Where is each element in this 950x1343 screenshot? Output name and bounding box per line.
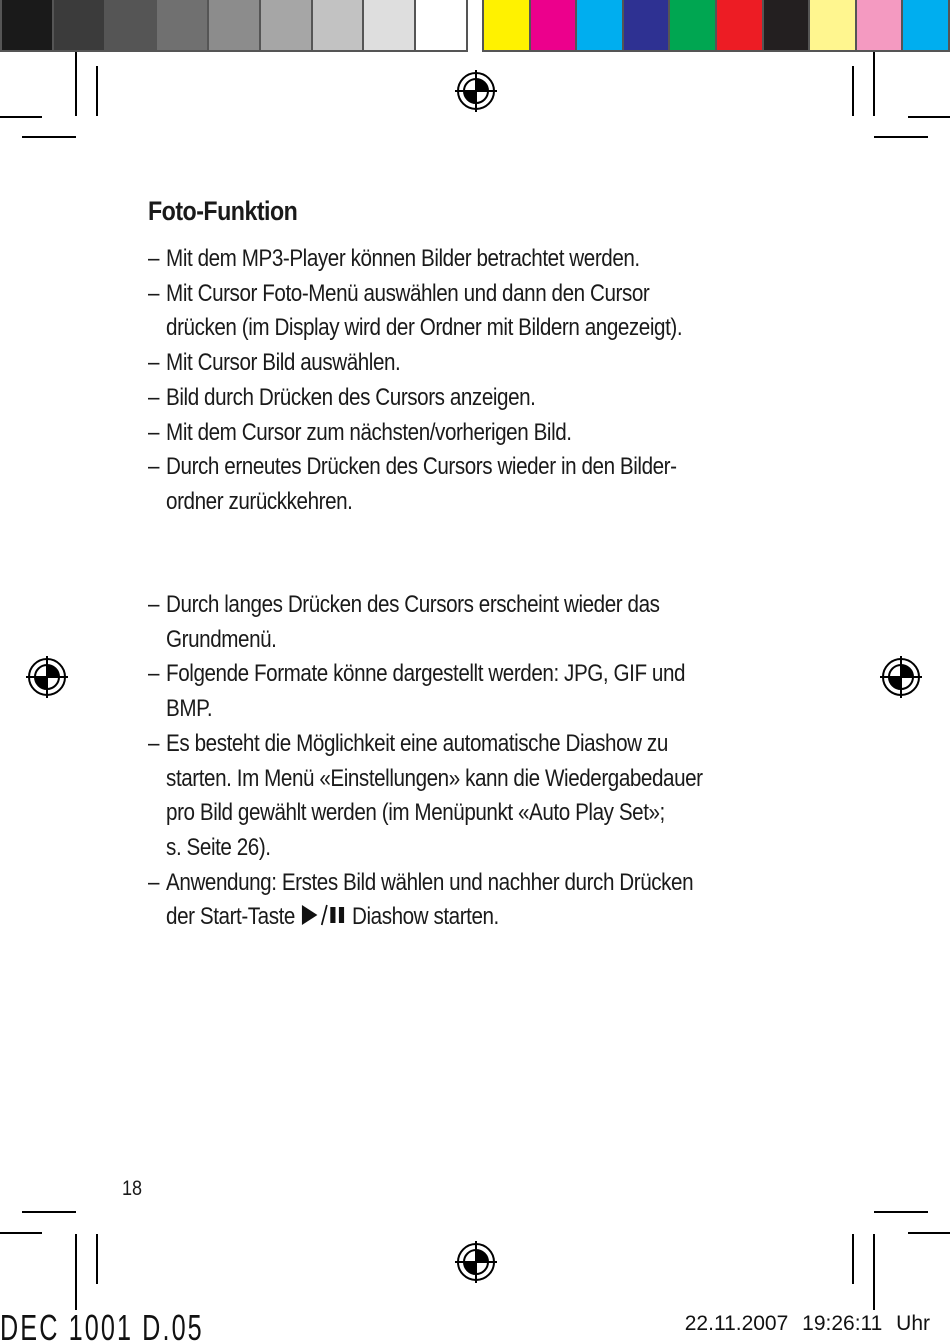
crop-mark bbox=[0, 1232, 42, 1234]
crop-mark bbox=[22, 136, 76, 138]
list-item bbox=[148, 866, 802, 935]
list-item bbox=[148, 657, 802, 726]
gray-swatch bbox=[209, 0, 261, 50]
gray-swatch bbox=[313, 0, 365, 50]
crop-mark bbox=[852, 1234, 854, 1284]
gray-swatch bbox=[54, 0, 106, 50]
print-date: 22.11.2007 bbox=[684, 1312, 789, 1335]
list-item-text: Anwendung: Erstes Bild wählen und nachher durch Drücken bbox=[166, 868, 694, 896]
list-item-text bbox=[166, 900, 802, 935]
crop-mark bbox=[873, 52, 875, 116]
list-item-text: pro Bild gewählt werden (im Menüpunkt «Auto Play Set»; bbox=[166, 799, 665, 827]
color-swatch bbox=[903, 0, 948, 50]
dash-bullet: – bbox=[148, 418, 160, 446]
list-item bbox=[148, 416, 802, 451]
dash-bullet: – bbox=[148, 660, 160, 688]
list-item-text: Mit dem Cursor zum nächsten/vorherigen Bild. bbox=[166, 418, 572, 446]
color-swatch bbox=[624, 0, 671, 50]
gray-swatch bbox=[364, 0, 416, 50]
list-item-text: Grundmenü. bbox=[166, 625, 277, 653]
crop-mark bbox=[874, 136, 928, 138]
crop-mark bbox=[873, 1234, 875, 1310]
gray-swatch bbox=[416, 0, 466, 50]
list-item-text: ordner zurückkehren. bbox=[166, 487, 353, 515]
color-swatch bbox=[577, 0, 624, 50]
dash-bullet: – bbox=[148, 279, 160, 307]
list-item-text: starten. Im Menü «Einstellungen» kann die Wiedergabedauer bbox=[166, 764, 703, 792]
list-item-text: s. Seite 26). bbox=[166, 833, 271, 861]
color-swatch bbox=[531, 0, 578, 50]
crop-mark bbox=[22, 1211, 76, 1213]
page-number: 18 bbox=[122, 1177, 143, 1200]
color-swatch bbox=[484, 0, 531, 50]
list-item-text: BMP. bbox=[166, 695, 213, 723]
crop-mark bbox=[75, 1234, 77, 1310]
color-swatch bbox=[810, 0, 857, 50]
grayscale-color-bar bbox=[0, 0, 468, 52]
print-time: 19:26:11 Uhr bbox=[802, 1312, 930, 1335]
crop-mark bbox=[96, 1234, 98, 1284]
play-pause-icon bbox=[300, 904, 346, 926]
gray-swatch bbox=[261, 0, 313, 50]
list-item bbox=[148, 381, 802, 416]
gray-swatch bbox=[157, 0, 209, 50]
instruction-list bbox=[148, 242, 908, 520]
list-item bbox=[148, 450, 802, 519]
section-title: Foto-Funktion bbox=[148, 196, 298, 226]
crop-mark bbox=[96, 66, 98, 116]
list-item-text-part: der Start-Taste bbox=[166, 903, 301, 931]
dash-bullet: – bbox=[148, 591, 160, 618]
color-swatch bbox=[717, 0, 764, 50]
list-item-text: drücken (im Display wird der Ordner mit Bildern angezeigt). bbox=[166, 314, 683, 342]
list-item-text: Mit Cursor Bild auswählen. bbox=[166, 349, 401, 377]
crop-mark bbox=[908, 1232, 950, 1234]
print-timestamp bbox=[685, 1312, 930, 1336]
crop-mark bbox=[852, 66, 854, 116]
list-item-text: Folgende Formate könne dargestellt werden: JPG, GIF und bbox=[166, 660, 686, 688]
list-item bbox=[148, 727, 802, 866]
registration-mark-icon bbox=[455, 70, 497, 112]
dash-bullet: – bbox=[148, 245, 160, 272]
color-swatch bbox=[857, 0, 904, 50]
crop-mark bbox=[908, 116, 950, 118]
gray-swatch bbox=[106, 0, 158, 50]
registration-mark-icon bbox=[455, 1241, 497, 1283]
crop-mark bbox=[75, 52, 77, 116]
dash-bullet: – bbox=[148, 383, 160, 411]
process-color-bar bbox=[482, 0, 950, 52]
list-item-text: Es besteht die Möglichkeit eine automatische Diashow zu bbox=[166, 729, 668, 757]
list-item bbox=[148, 346, 802, 381]
list-item bbox=[148, 277, 802, 346]
instruction-list bbox=[148, 588, 908, 935]
dash-bullet: – bbox=[148, 349, 160, 377]
list-item-text: Mit Cursor Foto-Menü auswählen und dann den Cursor bbox=[166, 279, 650, 307]
dash-bullet: – bbox=[148, 729, 160, 757]
color-swatch bbox=[764, 0, 811, 50]
dash-bullet: – bbox=[148, 453, 160, 481]
gray-swatch bbox=[2, 0, 54, 50]
file-slug: DEC 1001 D.05 bbox=[0, 1310, 204, 1343]
registration-mark-icon bbox=[26, 656, 68, 698]
color-swatch bbox=[670, 0, 717, 50]
dash-bullet: – bbox=[148, 868, 160, 896]
list-item-text: Durch erneutes Drücken des Cursors wieder in den Bilder- bbox=[166, 453, 677, 481]
crop-mark bbox=[874, 1211, 928, 1213]
list-item-text-part: Diashow starten. bbox=[346, 903, 499, 931]
list-item bbox=[148, 242, 802, 277]
list-item-text: Durch langes Drücken des Cursors erscheint wieder das bbox=[166, 591, 660, 618]
list-item-text: Mit dem MP3-Player können Bilder betrachtet werden. bbox=[166, 245, 640, 272]
crop-mark bbox=[0, 116, 42, 118]
list-item bbox=[148, 588, 802, 657]
list-item-text: Bild durch Drücken des Cursors anzeigen. bbox=[166, 383, 536, 411]
